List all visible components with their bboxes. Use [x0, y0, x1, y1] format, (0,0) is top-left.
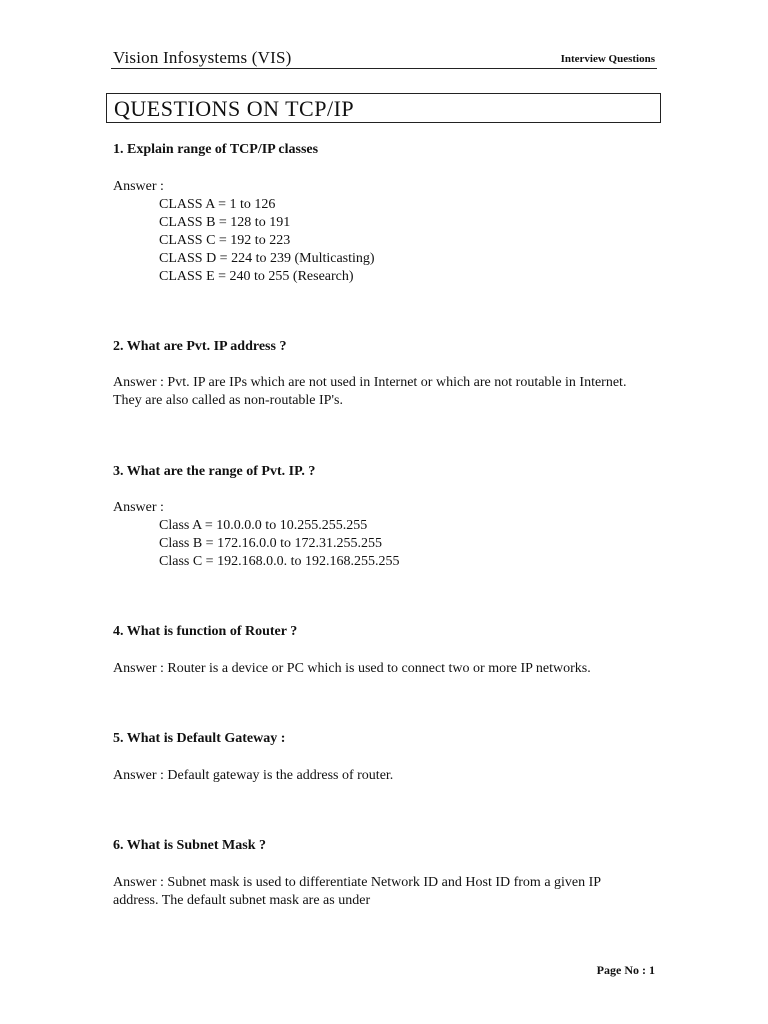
question-2-heading: 2. What are Pvt. IP address ?	[113, 339, 287, 354]
list-item: CLASS C = 192 to 223	[159, 233, 291, 248]
page-title: QUESTIONS ON TCP/IP	[114, 96, 355, 121]
question-6-answer: Answer : Subnet mask is used to differentiate Network ID and Host ID from a given IP address. The default subnet mask are as under	[113, 875, 601, 908]
question-1-answer-list	[159, 196, 375, 286]
header-company-name: Vision Infosystems (VIS)	[113, 48, 292, 67]
list-item: CLASS E = 240 to 255 (Research)	[159, 269, 354, 284]
question-6-heading: 6. What is Subnet Mask ?	[113, 838, 267, 853]
list-item: Class B = 172.16.0.0 to 172.31.255.255	[159, 536, 382, 551]
question-4-heading: 4. What is function of Router ?	[113, 624, 298, 639]
header-divider	[111, 68, 657, 69]
question-4-answer: Answer : Router is a device or PC which is used to connect two or more IP networks.	[113, 661, 591, 676]
page-number: Page No : 1	[596, 963, 655, 977]
list-item: Class A = 10.0.0.0 to 10.255.255.255	[159, 518, 368, 533]
question-5-heading: 5. What is Default Gateway :	[113, 731, 286, 746]
list-item: CLASS D = 224 to 239 (Multicasting)	[159, 251, 375, 266]
list-item: CLASS B = 128 to 191	[159, 215, 291, 230]
title-box	[106, 93, 661, 123]
list-item: Class C = 192.168.0.0. to 192.168.255.255	[159, 554, 400, 569]
question-1-heading: 1. Explain range of TCP/IP classes	[113, 142, 319, 157]
question-3-answer-label: Answer :	[113, 500, 164, 515]
question-2-answer: Answer : Pvt. IP are IPs which are not used in Internet or which are not routable in Internet. They are also called as non-routable IP's.	[113, 375, 627, 408]
question-1-answer-label: Answer :	[113, 179, 164, 194]
list-item: CLASS A = 1 to 126	[159, 197, 276, 212]
question-5-answer: Answer : Default gateway is the address of router.	[113, 768, 394, 783]
question-3-answer-list	[159, 517, 399, 571]
question-3-heading: 3. What are the range of Pvt. IP. ?	[113, 464, 316, 479]
header-section-label: Interview Questions	[560, 53, 655, 65]
